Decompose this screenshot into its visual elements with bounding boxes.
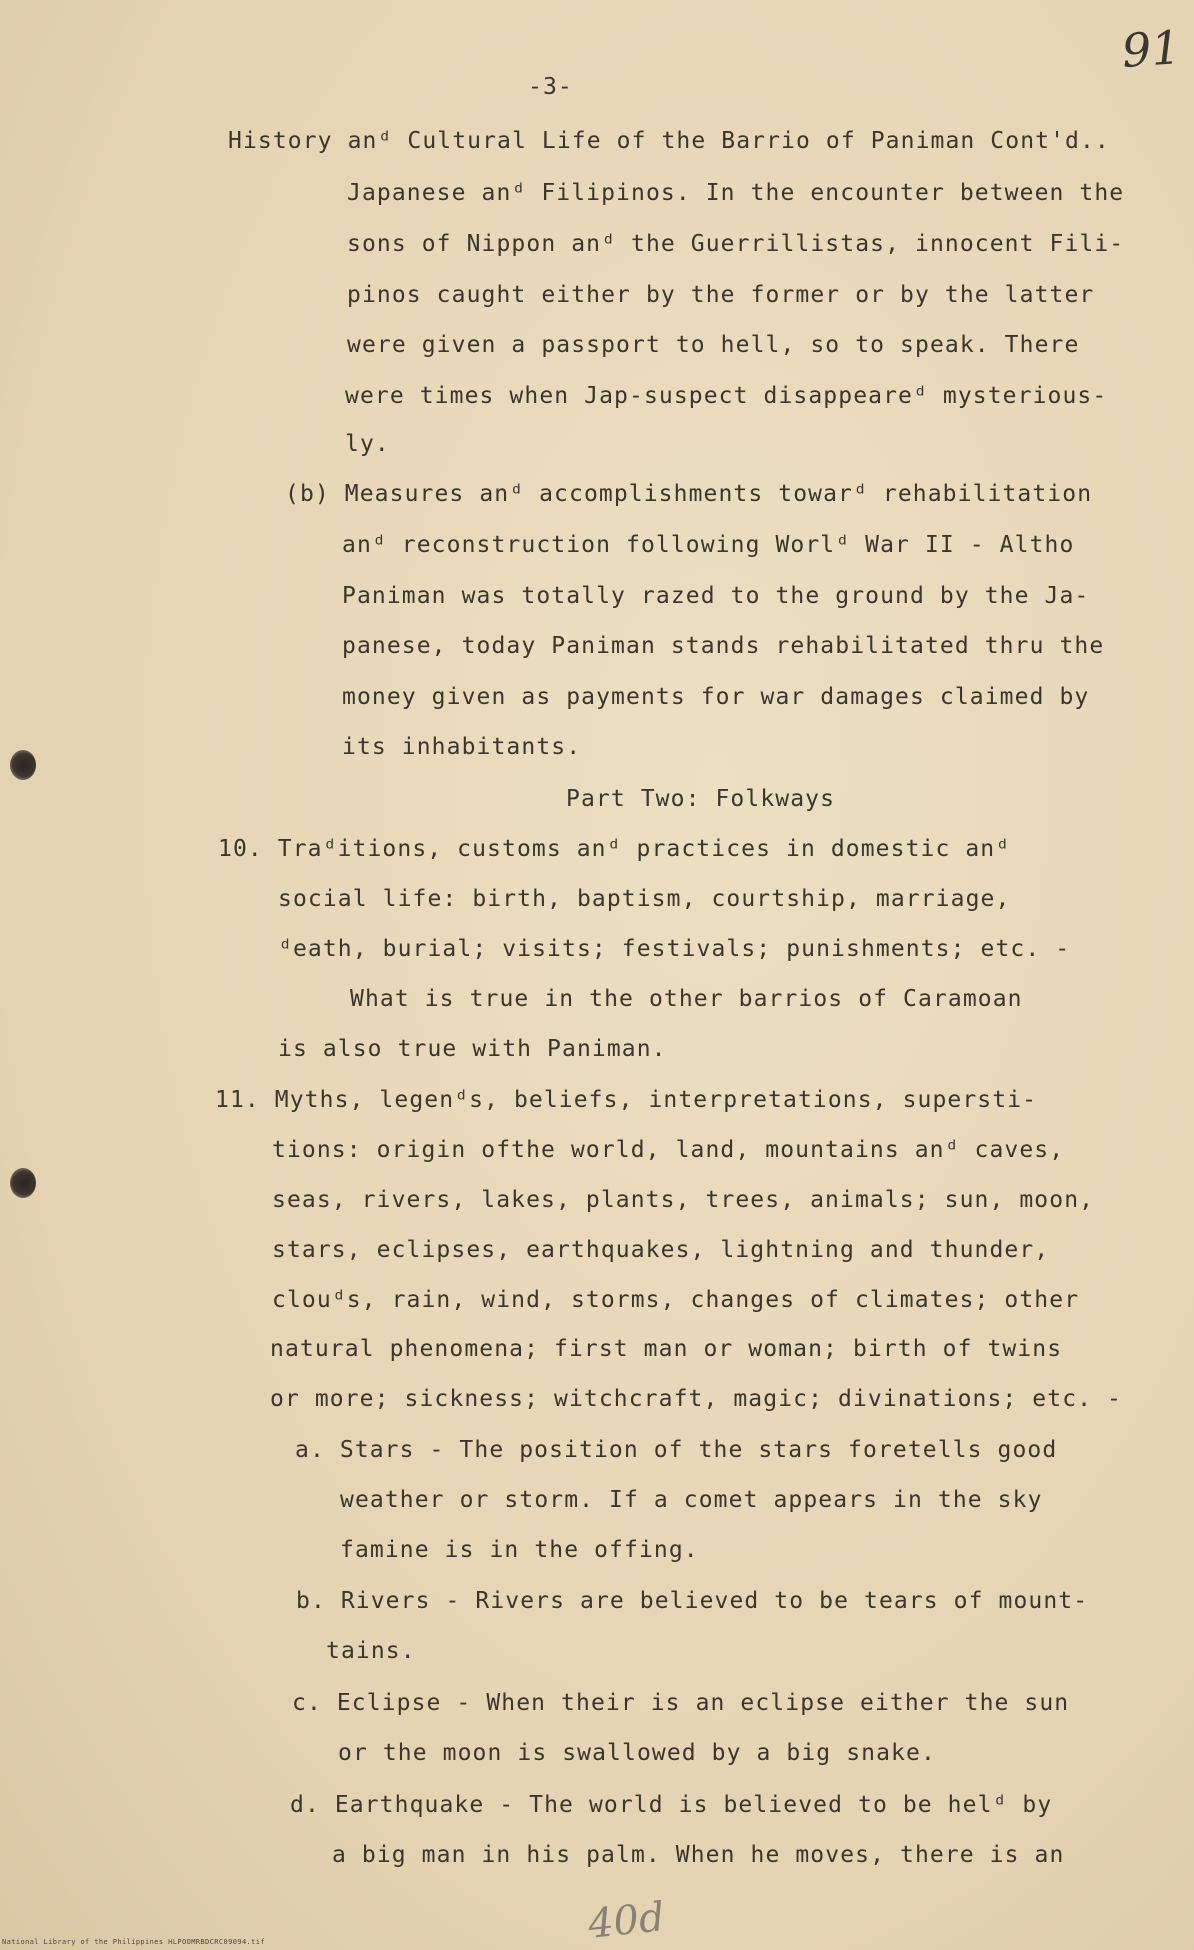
text-line: seas, rivers, lakes, plants, trees, animals; sun, moon, (272, 1187, 1095, 1213)
text-line: c. Eclipse - When their is an eclipse either the sun (292, 1690, 1070, 1716)
section-heading: Part Two: Folkways (566, 786, 836, 812)
text-line: were given a passport to hell, so to speak. There (347, 332, 1080, 358)
text-line: b. Rivers - Rivers are believed to be tears of mount- (296, 1588, 1089, 1614)
text-line: money given as payments for war damages claimed by (342, 684, 1090, 710)
text-line: tions: origin ofthe world, land, mountains anᵈ caves, (272, 1137, 1065, 1163)
text-line: History anᵈ Cultural Life of the Barrio of Paniman Cont'd.. (228, 128, 1110, 154)
text-line: sons of Nippon anᵈ the Guerrillistas, innocent Fili- (347, 231, 1125, 257)
text-line: or the moon is swallowed by a big snake. (338, 1740, 936, 1766)
page-marker: -3- (528, 74, 573, 100)
text-line: its inhabitants. (342, 734, 582, 760)
text-line: d. Earthquake - The world is believed to be helᵈ by (290, 1792, 1053, 1818)
text-line: pinos caught either by the former or by the latter (347, 282, 1095, 308)
punch-hole (10, 1168, 36, 1198)
text-line: clouᵈs, rain, wind, storms, changes of climates; other (272, 1287, 1080, 1313)
text-line: ly. (345, 431, 390, 457)
text-line: natural phenomena; first man or woman; birth of twins (270, 1336, 1063, 1362)
text-line: weather or storm. If a comet appears in the sky (340, 1487, 1043, 1513)
text-line: What is true in the other barrios of Caramoan (350, 986, 1023, 1012)
text-line: social life: birth, baptism, courtship, marriage, (278, 886, 1011, 912)
text-line: or more; sickness; witchcraft, magic; divinations; etc. - (270, 1386, 1122, 1412)
text-line: tains. (326, 1638, 416, 1664)
text-line: stars, eclipses, earthquakes, lightning and thunder, (272, 1237, 1050, 1263)
text-line: Japanese anᵈ Filipinos. In the encounter between the (347, 180, 1125, 206)
text-line: were times when Jap-suspect disappeareᵈ mysterious- (345, 383, 1108, 409)
text-line: panese, today Paniman stands rehabilitated thru the (342, 633, 1105, 659)
handwritten-page-number: 91 (1120, 20, 1183, 78)
text-line: a big man in his palm. When he moves, there is an (332, 1842, 1065, 1868)
text-line: 11. Myths, legenᵈs, beliefs, interpretations, supersti- (215, 1087, 1038, 1113)
text-line: anᵈ reconstruction following Worlᵈ War II - Altho (342, 532, 1075, 558)
punch-hole (10, 750, 36, 780)
text-line: famine is in the offing. (340, 1537, 699, 1563)
text-line: 10. Traᵈitions, customs anᵈ practices in domestic anᵈ (218, 836, 1011, 862)
handwritten-folio-mark: 40d (585, 1894, 667, 1948)
text-line: ᵈeath, burial; visits; festivals; punishments; etc. - (278, 936, 1071, 962)
text-line: (b) Measures anᵈ accomplishments towarᵈ rehabilitation (285, 481, 1093, 507)
footer-caption: National Library of the Philippines HLPOOMRBDCRC09094.tif (2, 1938, 266, 1946)
text-line: Paniman was totally razed to the ground by the Ja- (342, 583, 1090, 609)
text-line: is also true with Paniman. (278, 1036, 667, 1062)
text-line: a. Stars - The position of the stars foretells good (295, 1437, 1058, 1463)
